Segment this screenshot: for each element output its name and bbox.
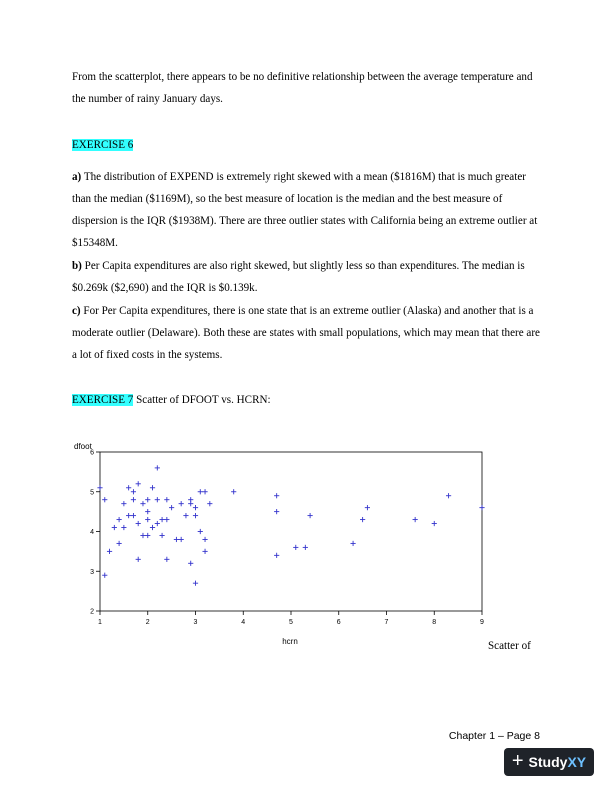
data-point [183, 513, 188, 518]
logo-text: StudyXY [528, 754, 587, 770]
data-point [145, 497, 150, 502]
data-point [117, 517, 122, 522]
data-point [303, 545, 308, 550]
part-c-text: For Per Capita expenditures, there is one state that is an extreme outlier (Alaska) and another that is a moderate outlier (Delaware). Both these are states with small populations, which may mean that there are a lot of fixed costs in the systems. [72, 305, 540, 361]
data-point [202, 537, 207, 542]
data-point [102, 573, 107, 578]
data-point [145, 509, 150, 514]
data-point [198, 529, 203, 534]
data-point [446, 493, 451, 498]
part-b-text: Per Capita expenditures are also right skewed, but slightly less so than expenditures. The median is $0.269k ($2,690) and the IQR is $0.139k. [72, 260, 525, 294]
x-tick-label: 6 [336, 619, 341, 626]
exercise-7-heading [72, 389, 542, 411]
trailing-text: Scatter of [488, 640, 531, 652]
data-point [102, 497, 107, 502]
data-point [179, 501, 184, 506]
data-point [231, 489, 236, 494]
data-point [413, 517, 418, 522]
data-point [121, 525, 126, 530]
data-point [131, 489, 136, 494]
x-tick-label: 5 [289, 619, 293, 626]
exercise-6-heading [72, 134, 542, 156]
page-footer: Chapter 1 – Page 8 [448, 730, 540, 742]
x-tick-label: 3 [193, 619, 198, 626]
x-axis-label: hcrn [282, 637, 298, 646]
data-point [179, 537, 184, 542]
data-point [136, 481, 141, 486]
data-point [107, 549, 112, 554]
part-a-label: a) [72, 171, 82, 183]
x-tick-label: 8 [432, 619, 437, 626]
data-point [198, 489, 203, 494]
data-point [155, 465, 160, 470]
exercise-7-text: Scatter of DFOOT vs. HCRN: [133, 394, 271, 406]
x-tick-label: 4 [241, 619, 246, 626]
data-point [126, 485, 131, 490]
data-point [150, 525, 155, 530]
data-point [159, 517, 164, 522]
plot-frame [100, 452, 482, 611]
exercise-6b-paragraph [72, 255, 542, 299]
data-point [293, 545, 298, 550]
exercise-6c-paragraph [72, 300, 542, 366]
data-point [274, 493, 279, 498]
part-a-text: The distribution of EXPEND is extremely right skewed with a mean ($1816M) that is much greater than the median ($1169M), so the best measure of location is the median and the best measure of dispersion is the IQR ($1938M). There are three outlier states with California being an extreme outlier at $15348M. [72, 171, 538, 249]
data-point [207, 501, 212, 506]
data-point [131, 513, 136, 518]
data-point [155, 497, 160, 502]
exercise-6-label: EXERCISE 6 [72, 139, 134, 151]
data-point [117, 541, 122, 546]
data-point [136, 521, 141, 526]
data-point [112, 525, 117, 530]
data-point [432, 521, 437, 526]
data-point [126, 513, 131, 518]
data-point [202, 489, 207, 494]
exercise-7-label: EXERCISE 7 [72, 394, 134, 406]
data-point [193, 513, 198, 518]
x-tick-label: 9 [480, 619, 484, 626]
data-point [365, 505, 370, 510]
y-tick-label: 4 [90, 529, 94, 536]
data-point [145, 517, 150, 522]
data-point [350, 541, 355, 546]
data-point [479, 505, 484, 510]
data-point [136, 557, 141, 562]
plus-icon: + [511, 750, 524, 772]
y-tick-label: 6 [90, 449, 94, 457]
scatter-chart [60, 436, 500, 650]
data-point [308, 513, 313, 518]
data-point [164, 517, 169, 522]
data-point [155, 521, 160, 526]
data-point [145, 533, 150, 538]
data-point [202, 549, 207, 554]
part-b-label: b) [72, 260, 82, 272]
x-tick-label: 2 [145, 619, 150, 626]
x-tick-label: 1 [98, 619, 102, 626]
data-point [159, 533, 164, 538]
data-point [150, 485, 155, 490]
data-point [164, 497, 169, 502]
exercise-6a-paragraph [72, 166, 542, 254]
conclusion-paragraph: From the scatterplot, there appears to be no definitive relationship between the average temperature and the number of rainy January days. [72, 71, 533, 105]
data-point [140, 501, 145, 506]
data-point [169, 505, 174, 510]
data-point [188, 497, 193, 502]
data-point [274, 509, 279, 514]
y-tick-label: 5 [90, 489, 94, 497]
data-point [174, 537, 179, 542]
data-point [193, 505, 198, 510]
part-c-label: c) [72, 305, 81, 317]
data-point [360, 517, 365, 522]
data-point [164, 557, 169, 562]
y-tick-label: 3 [90, 568, 94, 576]
data-point [188, 561, 193, 566]
data-point [274, 553, 279, 558]
data-point [121, 501, 126, 506]
x-tick-label: 7 [384, 619, 389, 626]
studyxy-logo [504, 748, 594, 776]
data-point [131, 497, 136, 502]
data-point [193, 581, 198, 586]
data-point [140, 533, 145, 538]
data-point [97, 485, 102, 490]
y-axis-label: dfoot [74, 442, 92, 451]
y-tick-label: 2 [90, 608, 94, 616]
